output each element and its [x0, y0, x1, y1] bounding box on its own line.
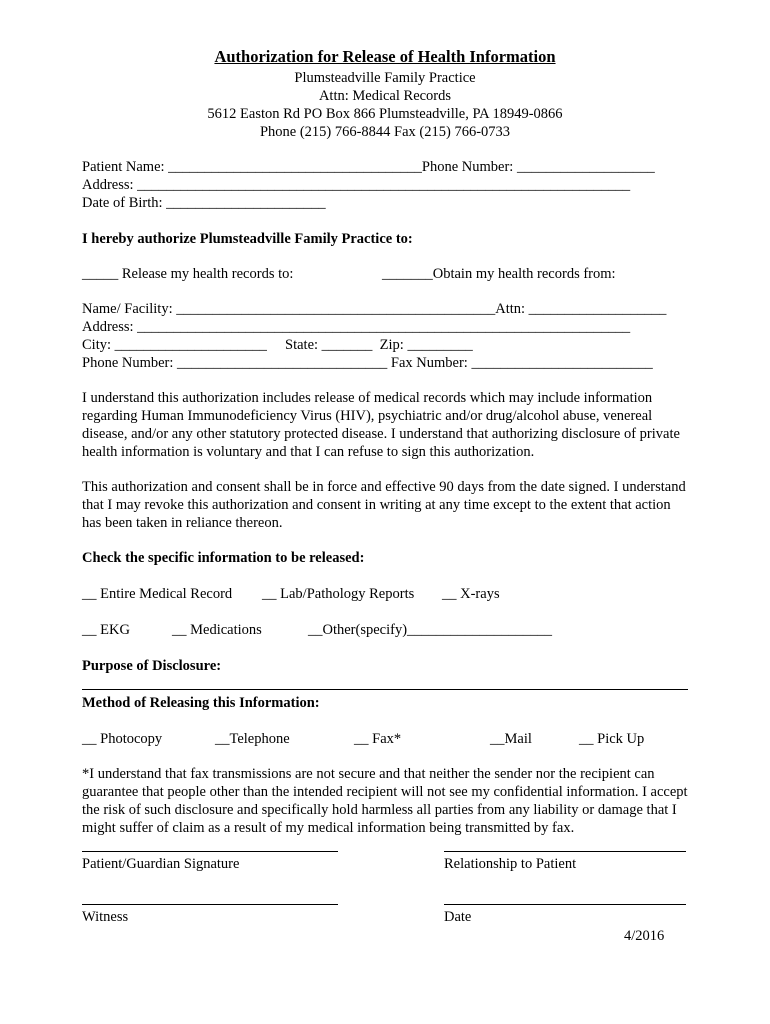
pickup-checkbox[interactable]: __ Pick Up [579, 731, 645, 747]
patient-signature-label: Patient/Guardian Signature [82, 856, 240, 872]
form-version: 4/2016 [624, 928, 665, 944]
form-title: Authorization for Release of Health Information [214, 47, 556, 66]
authorize-heading: I hereby authorize Plumsteadville Family Practice to: [82, 231, 413, 247]
date-line[interactable] [444, 904, 686, 905]
info-heading: Check the specific information to be released: [82, 550, 365, 566]
photocopy-checkbox[interactable]: __ Photocopy [82, 731, 163, 747]
date-label: Date [444, 909, 472, 925]
fax-checkbox[interactable]: __ Fax* [354, 731, 402, 747]
facility-name-attn-field[interactable]: Name/ Facility: ____________________________________________Attn: ___________________ [82, 301, 667, 317]
mail-checkbox[interactable]: __Mail [490, 731, 532, 747]
telephone-checkbox[interactable]: __Telephone [215, 731, 290, 747]
xrays-checkbox[interactable]: __ X-rays [442, 586, 500, 602]
facility-phone-fax-field[interactable]: Phone Number: _____________________________ Fax Number: _________________________ [82, 355, 653, 371]
purpose-heading: Purpose of Disclosure: [82, 658, 222, 674]
ekg-checkbox[interactable]: __ EKG [82, 622, 130, 638]
relationship-line[interactable] [444, 851, 686, 852]
practice-phone-fax: Phone (215) 766-8844 Fax (215) 766-0733 [259, 124, 511, 140]
witness-label: Witness [82, 909, 129, 925]
entire-record-checkbox[interactable]: __ Entire Medical Record [82, 586, 233, 602]
facility-address-field[interactable]: Address: ____________________________________________________________________ [82, 319, 631, 335]
attn-line: Attn: Medical Records [318, 88, 452, 104]
purpose-line[interactable] [82, 689, 688, 690]
witness-signature-line[interactable] [82, 904, 338, 905]
consent-duration-paragraph: This authorization and consent shall be in force and effective 90 days from the date signed. I understand that I may revoke this authorization and consent in writing at any time except to the extent that action has been taken in reliance thereon. [82, 479, 686, 531]
relationship-label: Relationship to Patient [444, 856, 577, 872]
practice-name: Plumsteadville Family Practice [294, 70, 476, 86]
patient-address-field[interactable]: Address: ____________________________________________________________________ [82, 177, 631, 193]
disclosure-understanding-paragraph: I understand this authorization includes release of medical records which may include information regarding Human Immunodeficiency Virus (HIV), psychiatric and/or drug/alcohol abuse, venereal disease, and/or any other statutory protected disease. I understand that authorizing disclosure of private health information is voluntary and that I can refuse to sign this authorization. [82, 390, 680, 460]
method-heading: Method of Releasing this Information: [82, 695, 320, 711]
other-specify-field[interactable]: __Other(specify)____________________ [308, 622, 553, 638]
release-records-option[interactable]: _____ Release my health records to: [82, 266, 294, 282]
fax-notice-paragraph: *I understand that fax transmissions are not secure and that neither the sender nor the recipient can guarantee that people other than the intended recipient will not see my confidential information. I accept the risk of such disclosure and specifically hold harmless all parties from any liability or damage that I might suffer of claim as a result of my medical information being transmitted by fax. [82, 766, 688, 836]
patient-signature-line[interactable] [82, 851, 338, 852]
patient-name-phone-field[interactable]: Patient Name: ___________________________________Phone Number: ___________________ [82, 159, 655, 175]
date-of-birth-field[interactable]: Date of Birth: ______________________ [82, 195, 326, 211]
practice-address: 5612 Easton Rd PO Box 866 Plumsteadville, PA 18949-0866 [207, 106, 563, 122]
medications-checkbox[interactable]: __ Medications [172, 622, 262, 638]
obtain-records-option[interactable]: _______Obtain my health records from: [382, 266, 616, 282]
facility-city-state-zip-field[interactable]: City: _____________________ State: _______ Zip: _________ [82, 337, 473, 353]
lab-reports-checkbox[interactable]: __ Lab/Pathology Reports [262, 586, 415, 602]
